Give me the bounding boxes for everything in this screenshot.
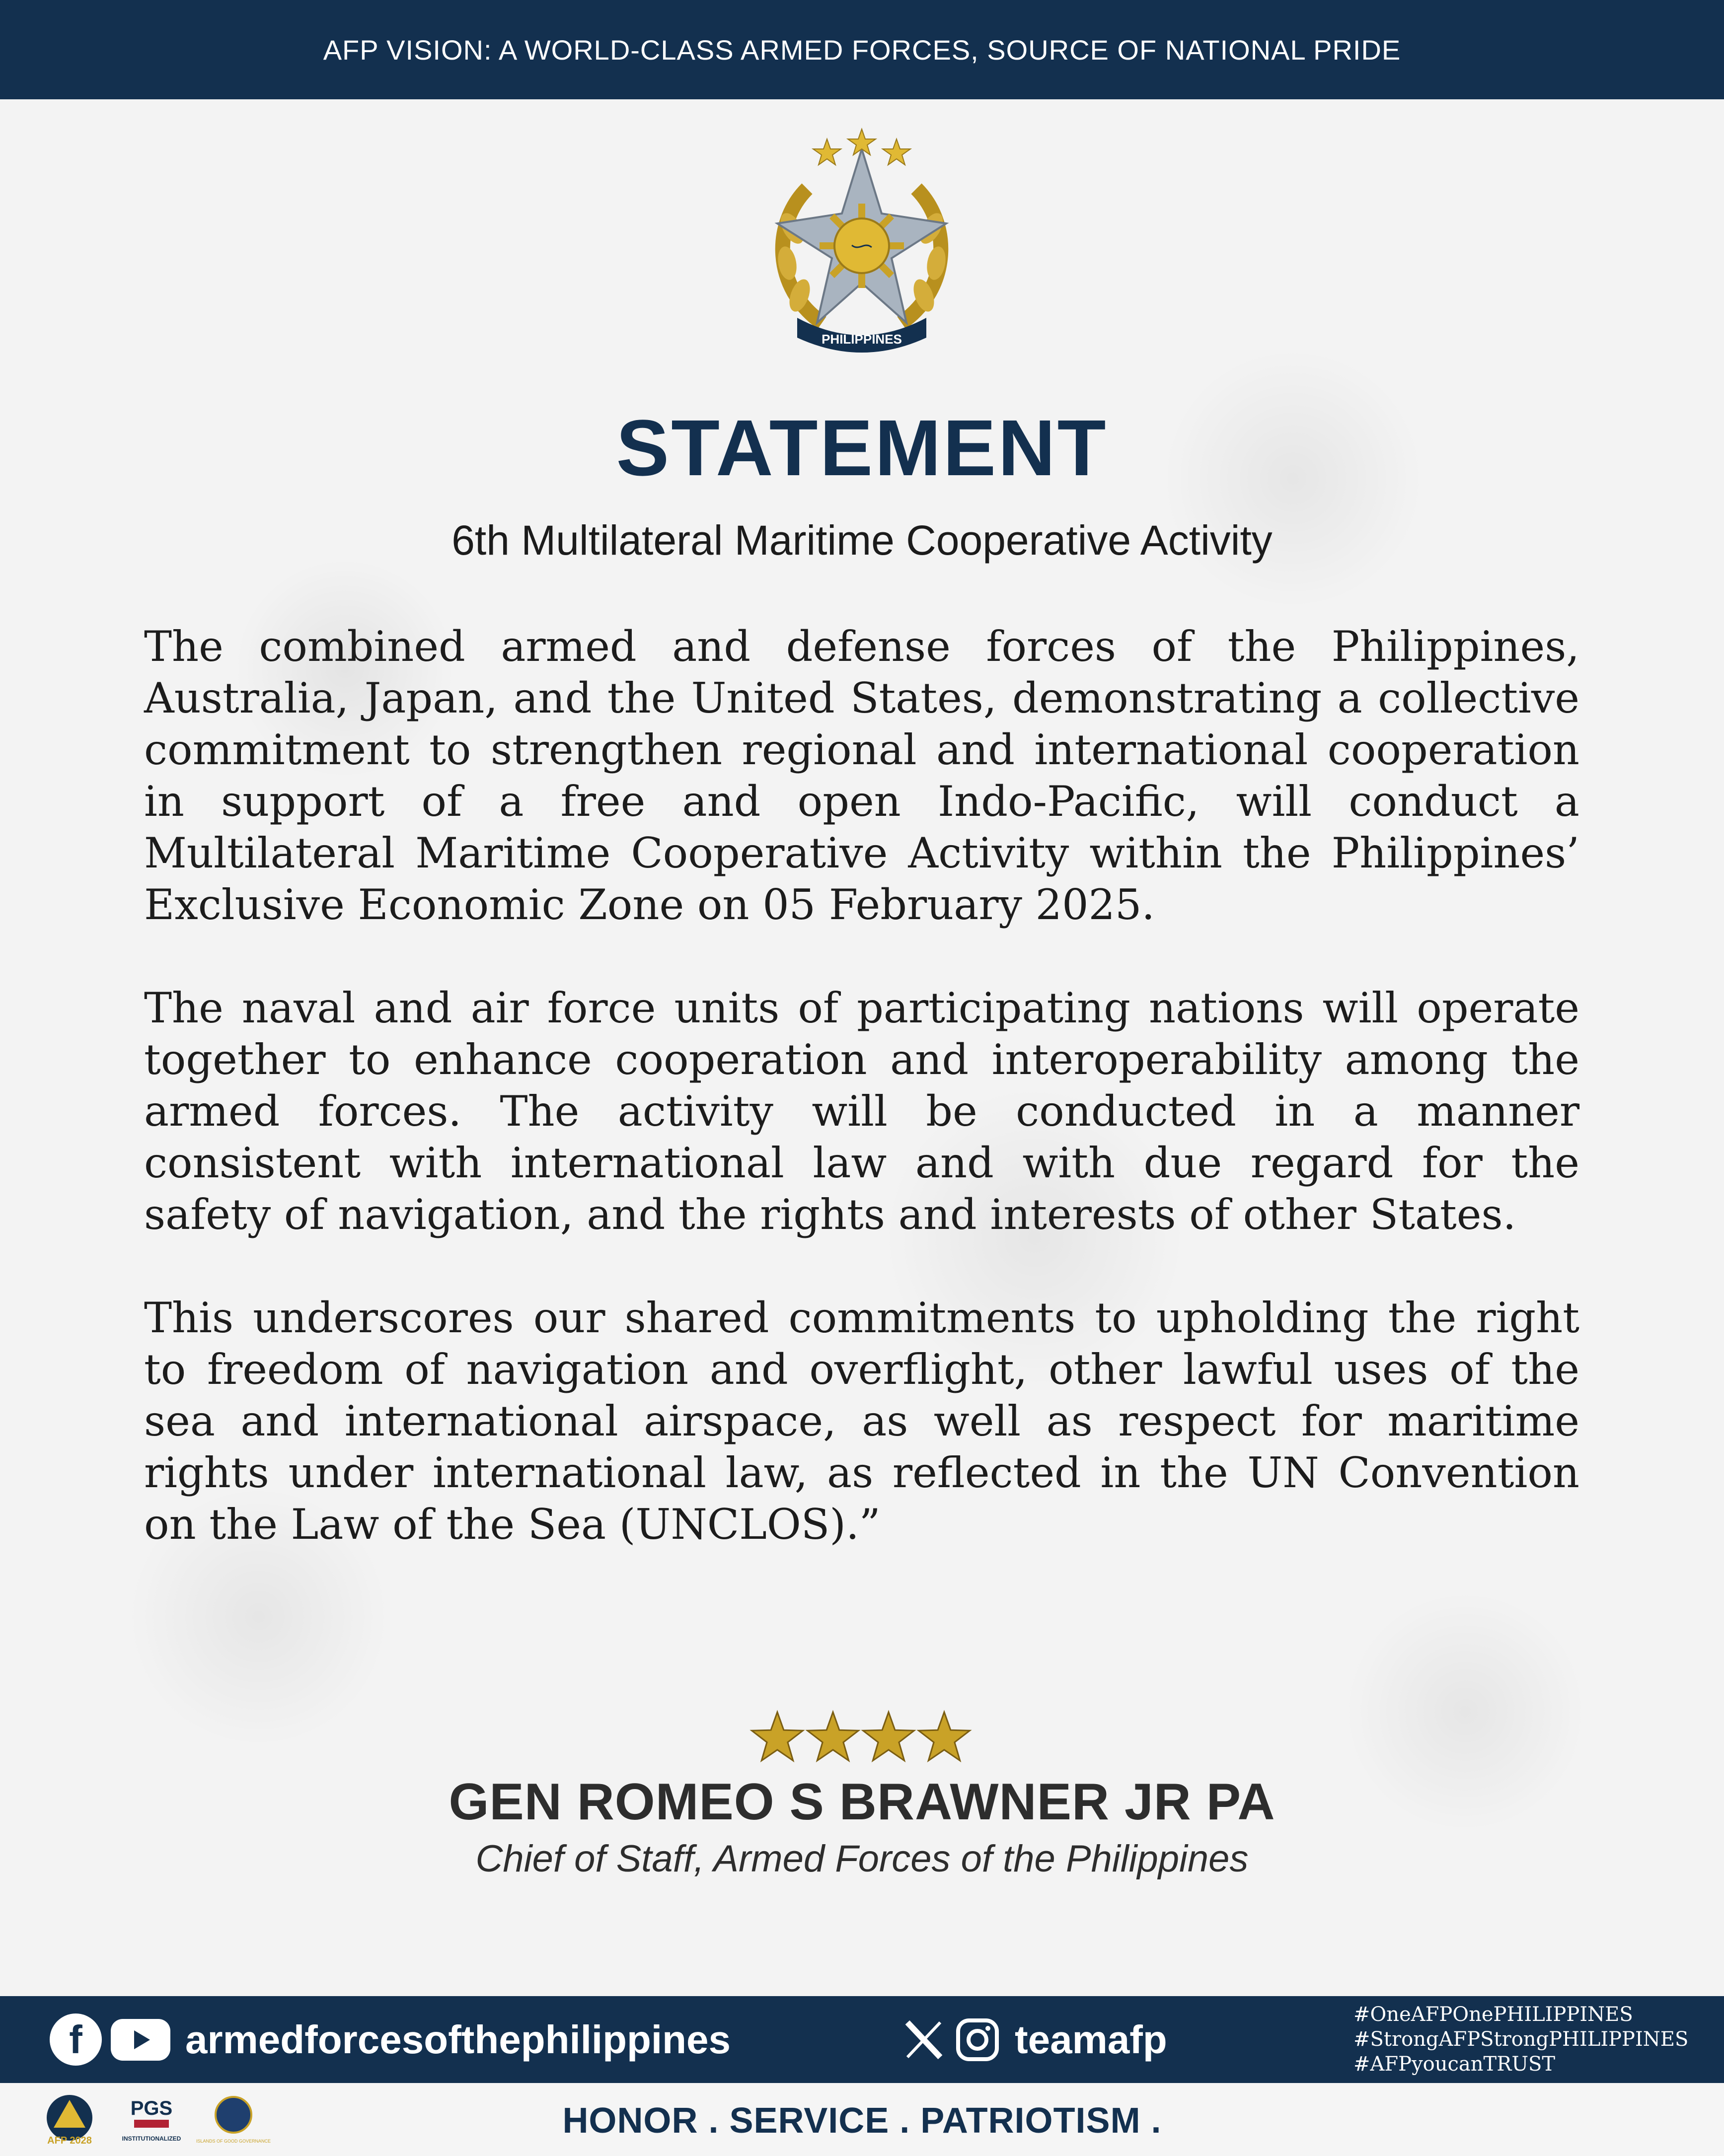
paragraph: The naval and air force units of participating nations will operate together to enhance cooperation and interoperability among the armed forces. The activity will be conducted in a manner consistent with international law and with due regard for the safety of navigation, and the rights and interests of other States.	[144, 984, 1579, 1239]
hashtag: #AFPyoucanTRUST	[1353, 2053, 1556, 2076]
hashtag: #StrongAFPStrongPHILIPPINES	[1353, 2028, 1689, 2051]
hashtag-list	[1353, 2002, 1711, 2077]
hashtag: #OneAFPOnePHILIPPINES	[1353, 2003, 1633, 2026]
social-footer	[0, 1996, 1724, 2083]
star-icon	[863, 1712, 914, 1761]
x-instagram-group[interactable]	[901, 2013, 1167, 2066]
four-star-rank-icon	[748, 1708, 976, 1768]
motto: HONOR . SERVICE . PATRIOTISM .	[562, 2101, 1162, 2141]
logo-text: PGS	[130, 2097, 173, 2119]
facebook-youtube-handle[interactable]: armedforcesofthephilippines	[185, 2017, 731, 2062]
star-icon	[752, 1712, 803, 1761]
star-icon	[808, 1712, 859, 1761]
page-subtitle: 6th Multilateral Maritime Cooperative Activity	[451, 517, 1273, 564]
star-icon	[919, 1712, 970, 1761]
vision-banner	[0, 0, 1724, 99]
facebook-youtube-group[interactable]	[50, 2013, 731, 2066]
logo-text: AFP 2028	[47, 2135, 92, 2146]
paragraph: This underscores our shared commitments to upholding the right to freedom of navigation and overflight, other lawful uses of the sea and international airspace, as well as respect for maritime rights under international law, as reflected in the UN Convention on the Law of the Sea (UNCLOS).”	[144, 1294, 1579, 1549]
afp-emblem	[762, 129, 961, 358]
statement-body	[144, 621, 1579, 1602]
logo-text: INSTITUTIONALIZED	[122, 2135, 181, 2142]
vision-text: AFP VISION: A WORLD-CLASS ARMED FORCES, SOURCE OF NATIONAL PRIDE	[323, 34, 1401, 66]
paragraph: The combined armed and defense forces of the Philippines, Australia, Japan, and the United States, demonstrating a collective commitment to strengthen regional and international cooperation in support of a free and open Indo-Pacific, will conduct a Multilateral Maritime Cooperative Activity within the Philippines’ Exclusive Economic Zone on 05 February 2025.	[144, 622, 1579, 929]
signatory-name: GEN ROMEO S BRAWNER JR PA	[449, 1773, 1275, 1831]
logo-text: ISLANDS OF GOOD GOVERNANCE	[196, 2139, 271, 2144]
facebook-icon[interactable]: f	[50, 2013, 102, 2066]
rank-stars	[748, 1708, 976, 1768]
emblem-ribbon-text: PHILIPPINES	[822, 332, 902, 347]
bottom-bar	[0, 2083, 1724, 2156]
afp-emblem-icon	[762, 129, 961, 358]
svg-text:ᜑ: ᜑ	[850, 233, 874, 259]
instagram-icon[interactable]	[955, 2017, 1000, 2062]
signatory-title: Chief of Staff, Armed Forces of the Philippines	[475, 1838, 1249, 1880]
page-title: STATEMENT	[616, 403, 1108, 492]
youtube-icon[interactable]	[111, 2019, 170, 2061]
x-icon[interactable]	[901, 2017, 946, 2062]
x-instagram-handle[interactable]: teamafp	[1015, 2017, 1167, 2062]
